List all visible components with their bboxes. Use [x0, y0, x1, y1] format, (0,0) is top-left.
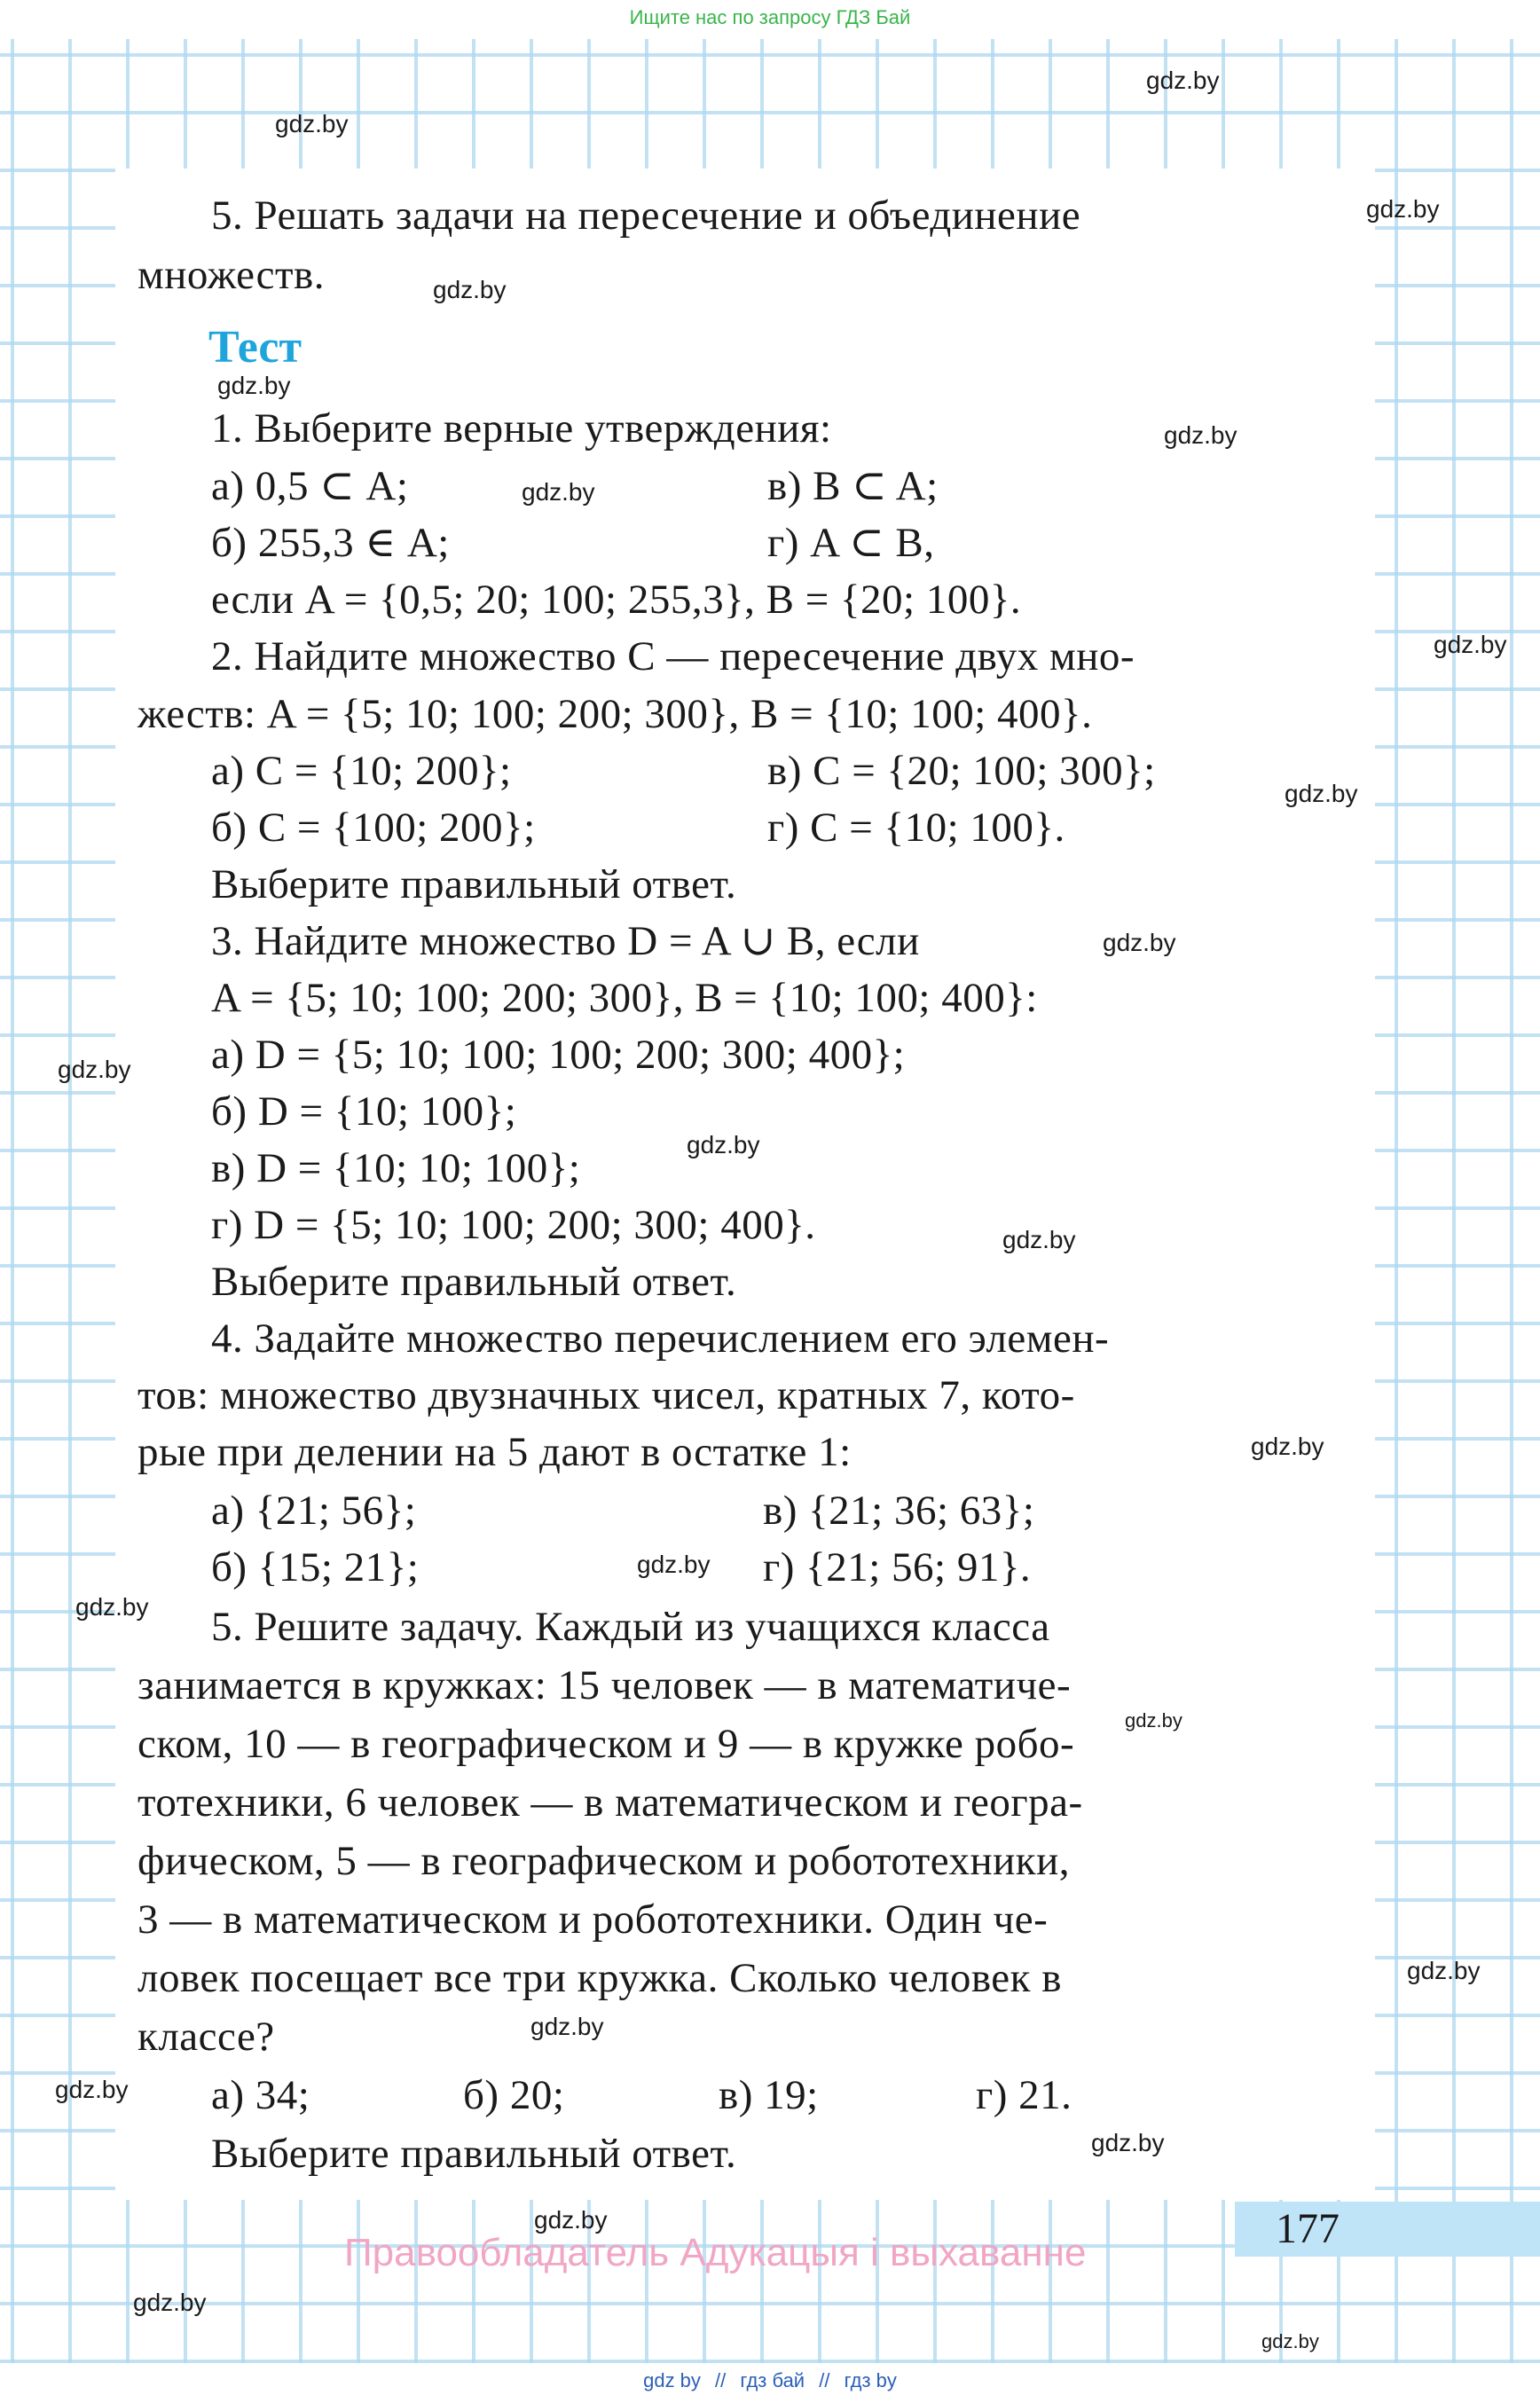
watermark: gdz.by: [75, 1593, 149, 1621]
watermark: gdz.by: [534, 2206, 608, 2234]
q1-option-g: г) A ⊂ B,: [767, 520, 935, 566]
q5-line-3: ском, 10 — в географическом и 9 — в кружке робо-: [138, 1721, 1075, 1767]
q5-option-g: г) 21.: [976, 2072, 1072, 2118]
watermark: gdz.by: [1366, 195, 1440, 223]
watermark: gdz.by: [1285, 780, 1358, 807]
bottom-link-gdz-by-2[interactable]: гдз by: [844, 2369, 897, 2391]
watermark: gdz.by: [1164, 421, 1238, 449]
page-number: 177: [1276, 2205, 1340, 2252]
q4-option-b: б) {15; 21};: [211, 1544, 420, 1590]
q4-option-v: в) {21; 36; 63};: [763, 1488, 1035, 1534]
link-separator: //: [715, 2369, 727, 2391]
q2-line-2: жеств: A = {5; 10; 100; 200; 300}, B = {10; 100; 400}.: [138, 691, 1093, 737]
q5-option-v: в) 19;: [719, 2072, 819, 2118]
q5-option-b: б) 20;: [463, 2072, 565, 2118]
q2-option-a: а) C = {10; 200};: [211, 748, 512, 794]
q3-option-v: в) D = {10; 10; 100};: [211, 1145, 581, 1191]
watermark: gdz.by: [133, 2289, 207, 2316]
watermark: gdz.by: [58, 1056, 131, 1083]
q2-line-1: 2. Найдите множество C — пересечение двух мно-: [211, 633, 1135, 679]
q5-line-5: фическом, 5 — в географическом и робототехники,: [138, 1838, 1071, 1884]
q3-option-b: б) D = {10; 100};: [211, 1088, 517, 1135]
watermark: gdz.by: [522, 478, 595, 506]
watermark: gdz.by: [1002, 1226, 1076, 1253]
bottom-link-gdz-bai[interactable]: гдз бай: [740, 2369, 805, 2391]
q3-line-2: A = {5; 10; 100; 200; 300}, B = {10; 100; 400}:: [211, 975, 1038, 1021]
copyright-notice: Правообладатель Адукацыя і выхаванне: [344, 2231, 1087, 2274]
watermark: gdz.by: [217, 372, 291, 399]
watermark: gdz.by: [1146, 67, 1220, 94]
watermark: gdz.by: [687, 1131, 760, 1158]
watermark: gdz.by: [530, 2013, 604, 2040]
bottom-link-gdz-by[interactable]: gdz by: [643, 2369, 701, 2391]
q5-select: Выберите правильный ответ.: [211, 2131, 737, 2177]
q4-line-3: рые при делении на 5 дают в остатке 1:: [138, 1429, 852, 1475]
intro-line-2: множеств.: [138, 252, 325, 298]
q3-line-1: 3. Найдите множество D = A ∪ B, если: [211, 918, 920, 964]
bottom-links-bar: [0, 2363, 1540, 2403]
q1-option-a: а) 0,5 ⊂ A;: [211, 463, 409, 509]
q3-option-a: а) D = {5; 10; 100; 100; 200; 300; 400};: [211, 1032, 906, 1078]
watermark: gdz.by: [637, 1551, 711, 1578]
q5-line-7: ловек посещает все три кружка. Сколько человек в: [138, 1955, 1062, 2001]
watermark: gdz.by: [1125, 1709, 1182, 1732]
q2-select: Выберите правильный ответ.: [211, 861, 737, 907]
q2-option-g: г) C = {10; 100}.: [767, 805, 1065, 851]
watermark: gdz.by: [433, 276, 507, 303]
watermark: gdz.by: [275, 110, 349, 137]
watermark: gdz.by: [1103, 929, 1176, 956]
q4-line-1: 4. Задайте множество перечислением его элемен-: [211, 1315, 1110, 1362]
top-banner[interactable]: Ищите нас по запросу ГДЗ Бай: [0, 0, 1540, 39]
q5-line-4: тотехники, 6 человек — в математическом и геогра-: [138, 1779, 1083, 1826]
link-separator: //: [819, 2369, 830, 2391]
q2-option-b: б) C = {100; 200};: [211, 805, 536, 851]
watermark: gdz.by: [1251, 1433, 1324, 1460]
q5-option-a: а) 34;: [211, 2072, 310, 2118]
q1-condition: если A = {0,5; 20; 100; 255,3}, B = {20; 100}.: [211, 577, 1022, 623]
q5-line-8: классе?: [138, 2014, 275, 2060]
q5-line-6: 3 — в математическом и робототехники. Один че-: [138, 1896, 1049, 1943]
test-heading: Тест: [208, 322, 302, 373]
watermark: gdz.by: [55, 2076, 129, 2103]
q4-line-2: тов: множество двузначных чисел, кратных 7, кото-: [138, 1372, 1075, 1418]
q5-line-2: занимается в кружках: 15 человек — в математиче-: [138, 1662, 1072, 1708]
q1-prompt: 1. Выберите верные утверждения:: [211, 405, 832, 452]
q2-option-v: в) C = {20; 100; 300};: [767, 748, 1156, 794]
intro-line-1: 5. Решать задачи на пересечение и объединение: [211, 192, 1081, 239]
watermark: gdz.by: [1261, 2330, 1319, 2352]
watermark: gdz.by: [1407, 1957, 1481, 1984]
q4-option-a: а) {21; 56};: [211, 1488, 417, 1534]
q1-option-b: б) 255,3 ∈ A;: [211, 520, 450, 566]
q3-option-g: г) D = {5; 10; 100; 200; 300; 400}.: [211, 1202, 816, 1248]
watermark: gdz.by: [1434, 631, 1507, 658]
q3-select: Выберите правильный ответ.: [211, 1259, 737, 1305]
q1-option-v: в) B ⊂ A;: [767, 463, 939, 509]
q5-line-1: 5. Решите задачу. Каждый из учащихся класса: [211, 1604, 1050, 1650]
watermark: gdz.by: [1091, 2129, 1165, 2156]
q4-option-g: г) {21; 56; 91}.: [763, 1544, 1032, 1590]
